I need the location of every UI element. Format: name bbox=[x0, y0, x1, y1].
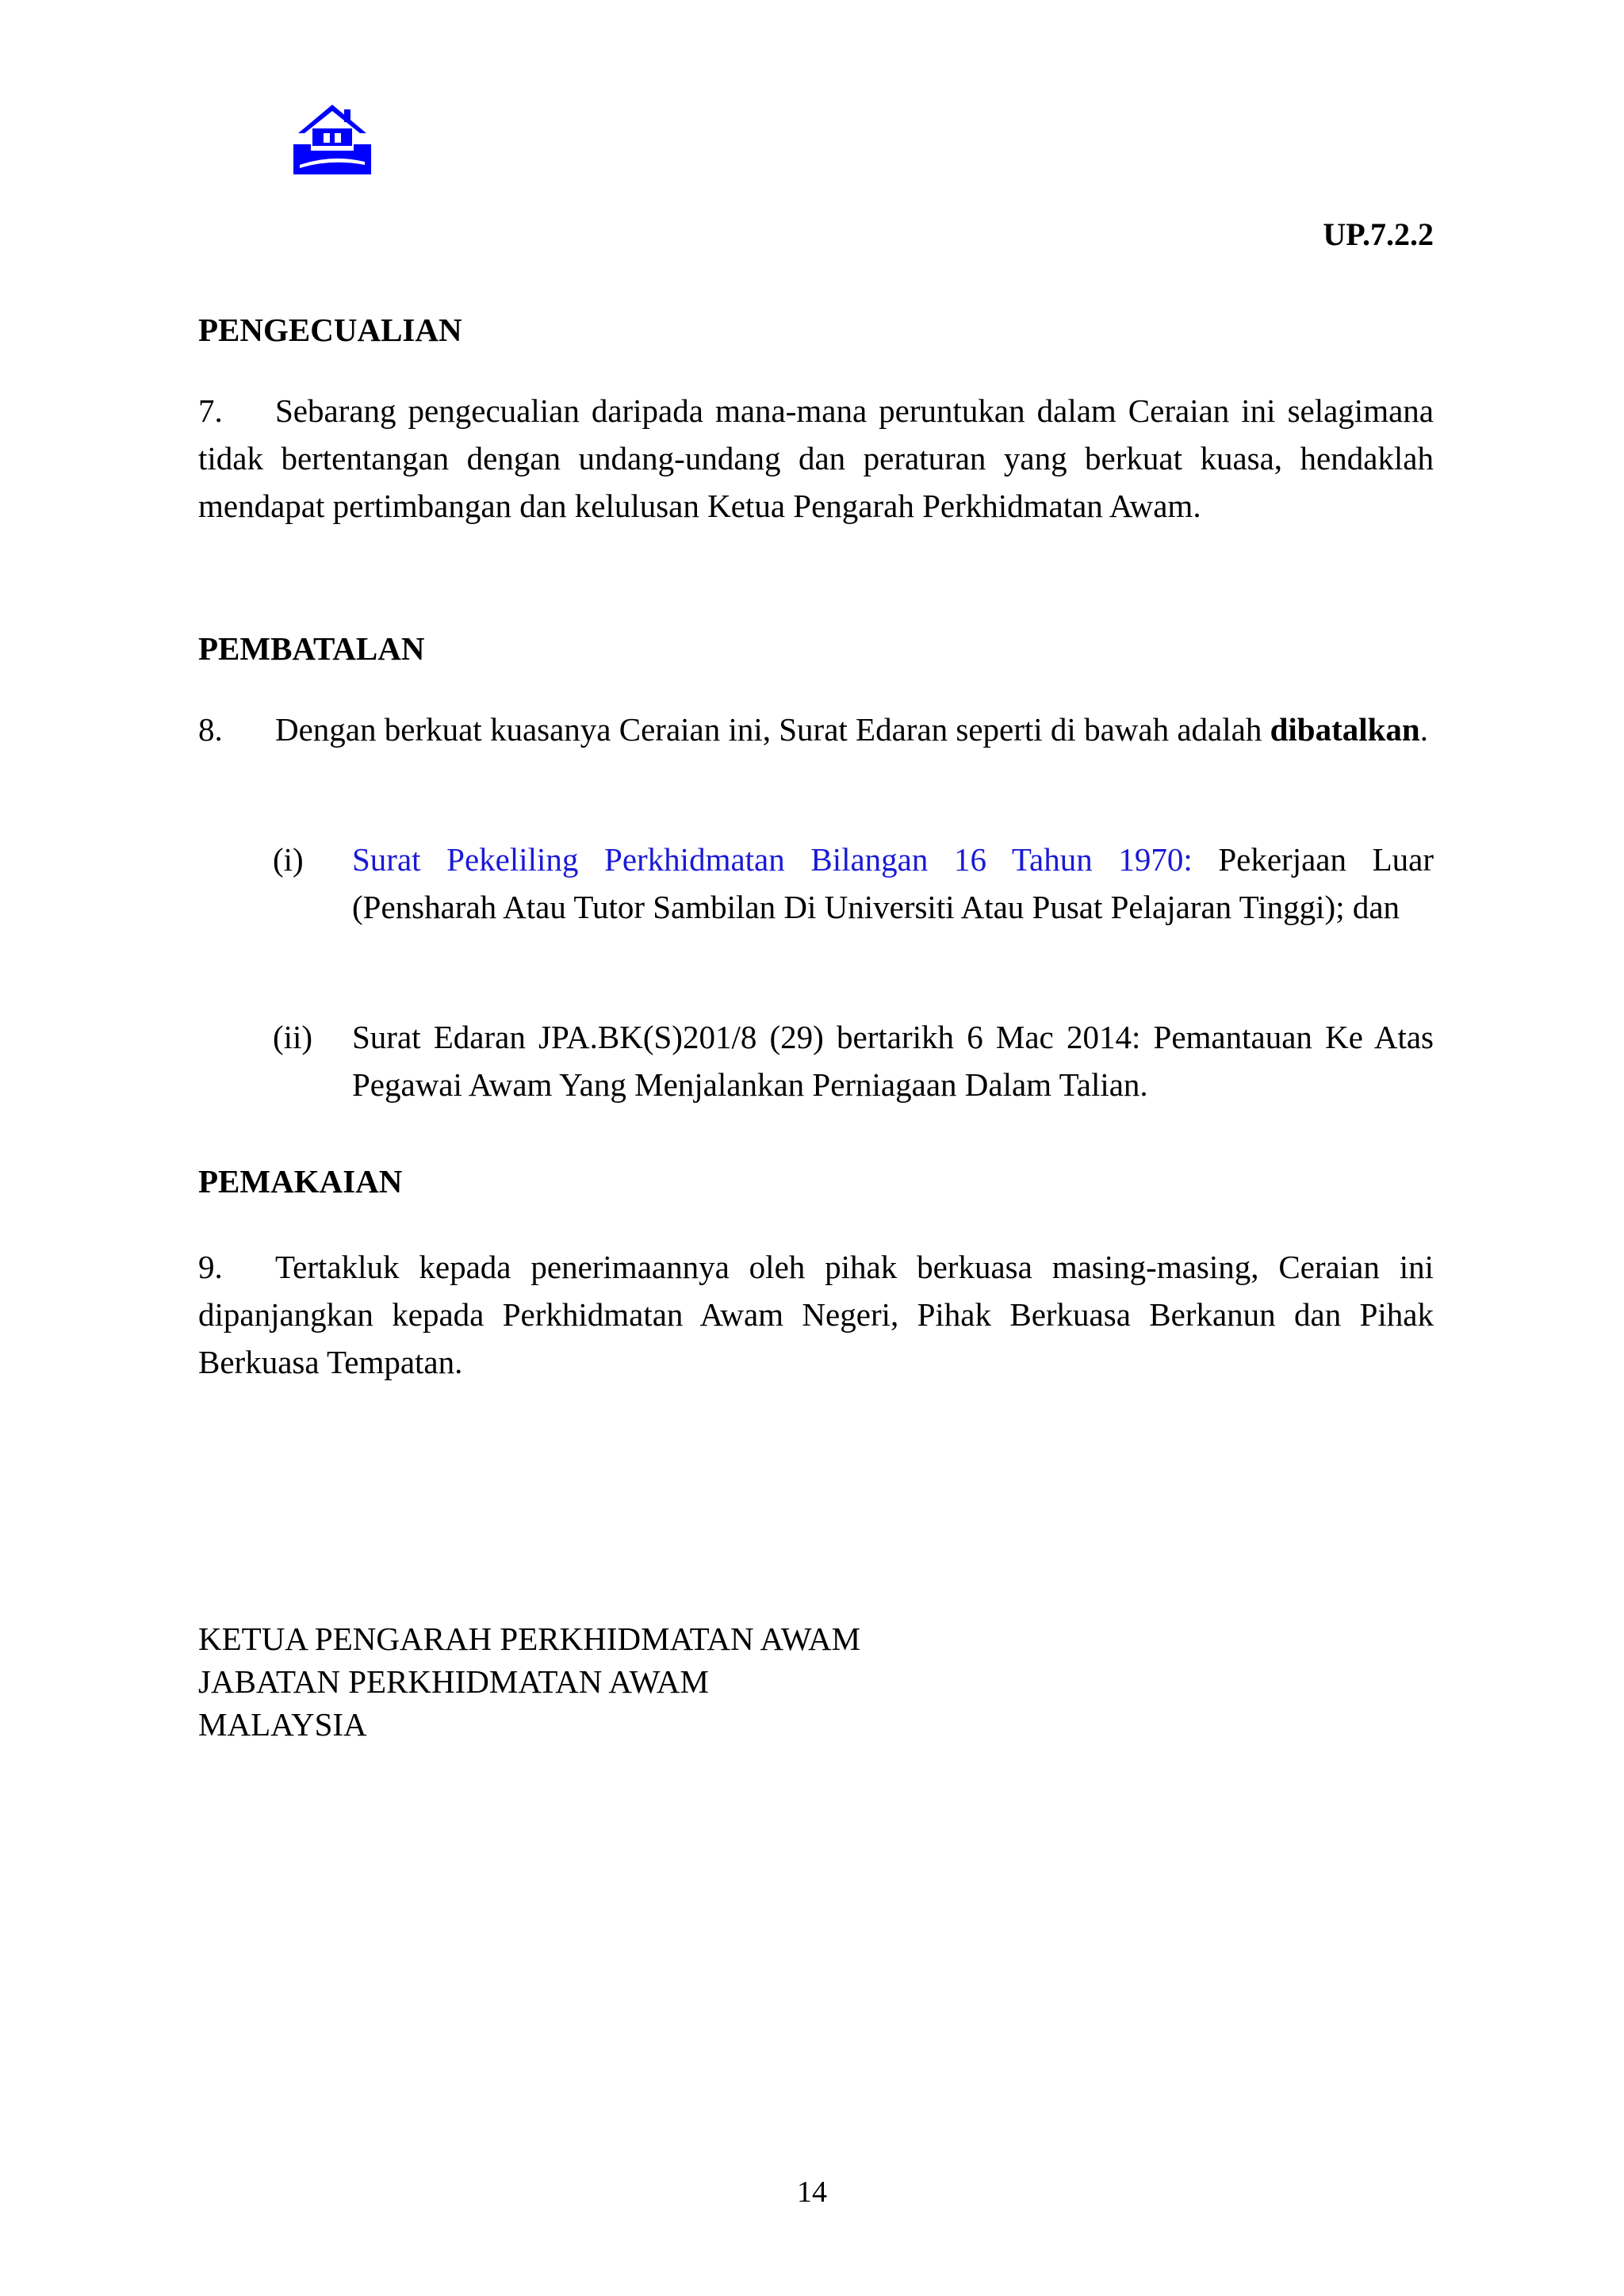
cancellation-paragraph bbox=[198, 706, 1434, 753]
paragraph-text-end: . bbox=[1419, 711, 1428, 748]
list-marker: (ii) bbox=[273, 1019, 313, 1055]
application-paragraph bbox=[198, 1243, 1434, 1386]
page-number: 14 bbox=[797, 2175, 827, 2209]
paragraph-text: Tertakluk kepada penerimaannya oleh pihak berkuasa masing-masing, Ceraian ini dipanjangkan kepada Perkhidmatan Awam Negeri, Pihak Berkuasa Berkanun dan Pihak Berkuasa Tempatan. bbox=[198, 1249, 1434, 1380]
exceptions-heading: PENGECUALIAN bbox=[198, 312, 462, 348]
list-item bbox=[273, 836, 1434, 978]
exceptions-section bbox=[198, 306, 1434, 354]
paragraph-number: 7. bbox=[198, 392, 223, 429]
circular-link[interactable]: Surat Pekeliling Perkhidmatan Bilangan 16 Tahun 1970: bbox=[352, 841, 1193, 878]
application-heading: PEMAKAIAN bbox=[198, 1163, 403, 1200]
signature-department: JABATAN PERKHIDMATAN AWAM bbox=[198, 1663, 709, 1700]
signature-title: KETUA PENGARAH PERKHIDMATAN AWAM bbox=[198, 1621, 861, 1657]
paragraph-number: 8. bbox=[198, 711, 223, 748]
list-item bbox=[273, 1013, 1434, 1108]
paragraph-bold-text: dibatalkan bbox=[1270, 711, 1420, 748]
signature-country: MALAYSIA bbox=[198, 1706, 367, 1743]
list-item-text: Surat Edaran JPA.BK(S)201/8 (29) bertarikh 6 Mac 2014: Pemantauan Ke Atas Pegawai Awam Yang Menjalankan Perniagaan Dalam Talian. bbox=[352, 1019, 1434, 1103]
exceptions-paragraph bbox=[198, 387, 1434, 530]
application-section bbox=[198, 1158, 1434, 1205]
paragraph-text: Sebarang pengecualian daripada mana-mana peruntukan dalam Ceraian ini selagimana tidak bertentangan dengan undang-undang dan peraturan yang berkuat kuasa, hendaklah mendapat pertimbangan dan kelulusan Ketua Pengarah Perkhidmatan Awam. bbox=[198, 392, 1434, 524]
list-item-text: Pekerjaan Luar (Pensharah Atau Tutor Sambilan Di Universiti Atau Pusat Pelajaran Tinggi); dan bbox=[352, 841, 1434, 925]
cancellation-section bbox=[198, 625, 1434, 672]
cancellation-heading: PEMBATALAN bbox=[198, 630, 425, 667]
paragraph-text: Dengan berkuat kuasanya Ceraian ini, Surat Edaran seperti di bawah adalah bbox=[275, 711, 1270, 748]
document-reference: UP.7.2.2 bbox=[1323, 216, 1434, 252]
home-icon[interactable] bbox=[292, 101, 373, 176]
list-marker: (i) bbox=[273, 841, 304, 878]
signature-block bbox=[198, 1617, 860, 1746]
paragraph-number: 9. bbox=[198, 1249, 223, 1285]
